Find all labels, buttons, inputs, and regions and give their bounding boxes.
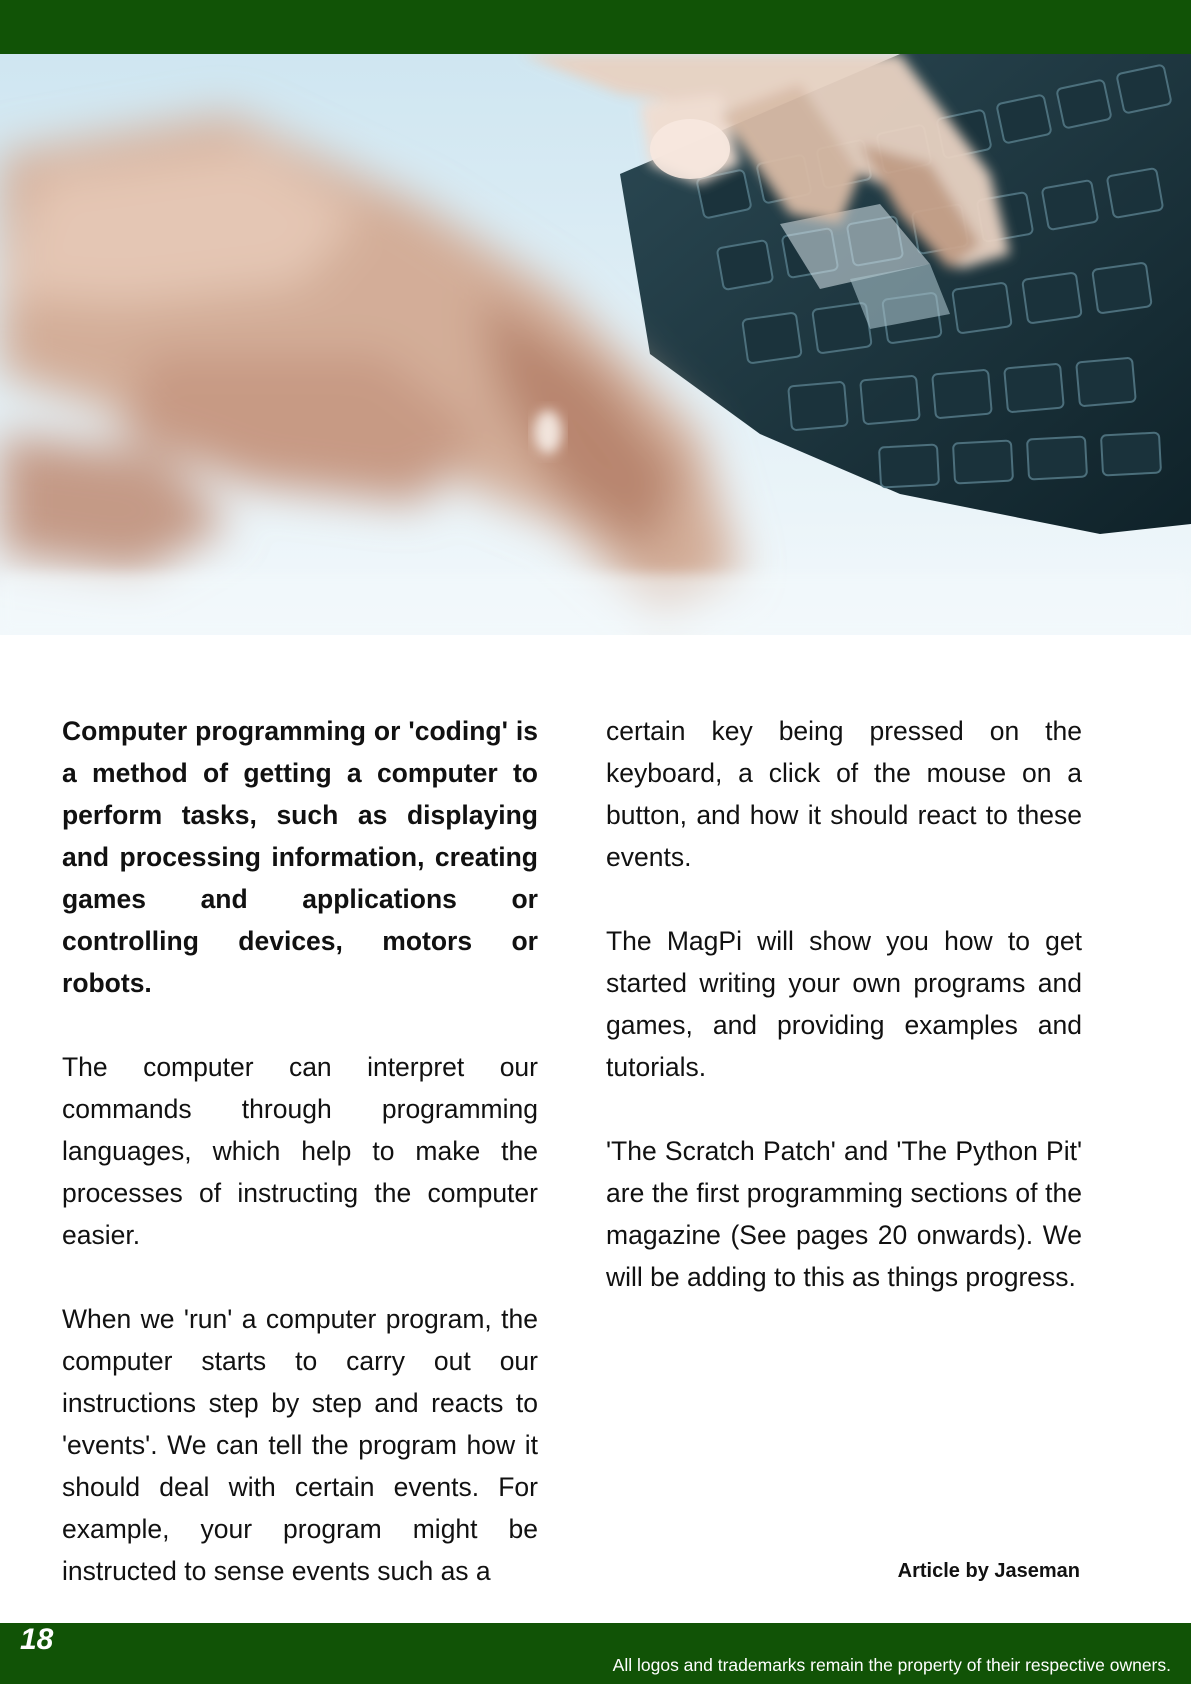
left-column xyxy=(62,710,538,1634)
trademark-notice: All logos and trademarks remain the property of their respective owners. xyxy=(612,1655,1171,1675)
header-bar xyxy=(0,0,1191,54)
paragraph-run-program-part1: When we 'run' a computer program, the computer starts to carry out our instructions step by step and reacts to 'events'. We can tell the program how it should deal with certain events. For example, your program might be instructed to sense events such as a xyxy=(62,1304,538,1586)
right-column xyxy=(606,710,1082,1340)
paragraph-magpi: The MagPi will show you how to get started writing your own programs and games, and providing examples and tutorials. xyxy=(606,926,1082,1082)
paragraph-run-program-part2: certain key being pressed on the keyboard, a click of the mouse on a button, and how it should react to these events. xyxy=(606,716,1082,872)
page-number: 18 xyxy=(20,1623,54,1656)
lead-paragraph: Computer programming or 'coding' is a method of getting a computer to perform tasks, such as displaying and processing information, creating games and applications or controlling devices, motors or robots. xyxy=(62,716,538,998)
article-byline: Article by Jaseman xyxy=(897,1560,1080,1582)
paragraph-sections: 'The Scratch Patch' and 'The Python Pit' are the first programming sections of the magazine (See pages 20 onwards). We will be adding to this as things progress. xyxy=(606,1136,1082,1292)
keyboard-hands-illustration xyxy=(0,54,1191,635)
hero-photo xyxy=(0,54,1191,635)
paragraph-interpret: The computer can interpret our commands through programming languages, which help to make the processes of instructing the computer easier. xyxy=(62,1052,538,1250)
